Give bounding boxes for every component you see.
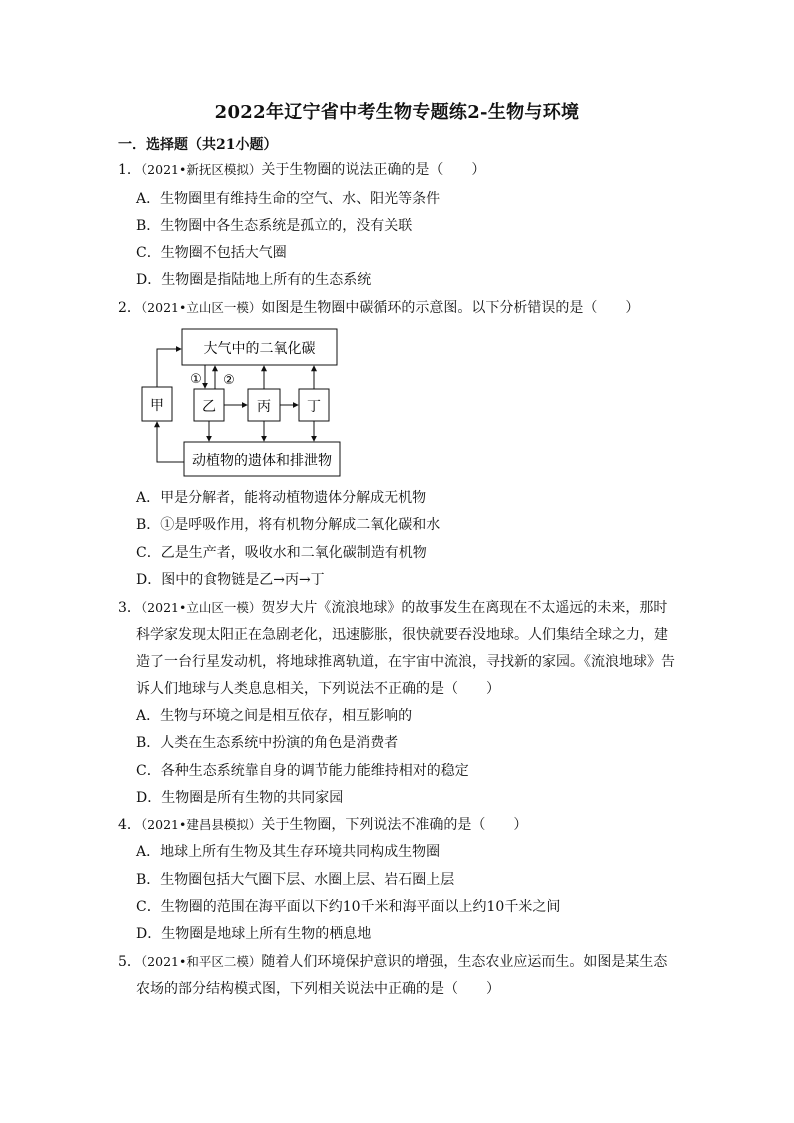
question-source: （2021•和平区二模） (140, 954, 262, 969)
option-b: B．生物圈中各生态系统是孤立的，没有关联 (136, 218, 413, 234)
option-d: D．生物圈是指陆地上所有的生态系统 (136, 272, 372, 288)
option-c: C．生物圈的范围在海平面以下约10千米和海平面以上约10千米之间 (136, 899, 561, 915)
question-1 (118, 160, 485, 180)
question-stem: 关于生物圈，下列说法不准确的是（ ） (261, 817, 528, 833)
question-stem-line: 诉人们地球与人类息息相关，下列说法不正确的是（ ） (136, 681, 500, 697)
option-a: A．生物圈里有维持生命的空气、水、阳光等条件 (136, 191, 441, 207)
question-source: （2021•建昌县模拟） (140, 817, 262, 832)
option-b: B．①是呼吸作用，将有机物分解成二氧化碳和水 (136, 517, 441, 533)
section-heading: 一．选择题（共21小题） (118, 137, 278, 153)
question-stem: 如图是生物圈中碳循环的示意图。以下分析错误的是（ ） (261, 300, 640, 316)
carbon-cycle-diagram (136, 326, 356, 482)
option-a: A．甲是分解者，能将动植物遗体分解成无机物 (136, 490, 427, 506)
option-c: C．生物圈不包括大气圈 (136, 245, 287, 261)
option-d: D．生物圈是所有生物的共同家园 (136, 790, 344, 806)
option-c: C．各种生态系统靠自身的调节能力能维持相对的稳定 (136, 763, 469, 779)
question-source: （2021•立山区一模） (140, 300, 262, 315)
option-a: A．生物与环境之间是相互依存，相互影响的 (136, 708, 413, 724)
question-number: 4． (118, 817, 141, 833)
question-number: 2． (118, 300, 141, 316)
label-2: ② (223, 373, 235, 388)
option-d: D．生物圈是地球上所有生物的栖息地 (136, 926, 372, 942)
option-b: B．生物圈包括大气圈下层、水圈上层、岩石圈上层 (136, 872, 455, 888)
jia-label: 甲 (150, 398, 164, 414)
option-a: A．地球上所有生物及其生存环境共同构成生物圈 (136, 844, 441, 860)
option-c: C．乙是生产者，吸收水和二氧化碳制造有机物 (136, 545, 427, 561)
question-3 (118, 598, 667, 618)
option-d: D．图中的食物链是乙→丙→丁 (136, 572, 325, 588)
question-5 (118, 952, 667, 972)
question-source: （2021•新抚区模拟） (140, 162, 262, 177)
question-stem-line: 科学家发现太阳正在急剧老化，迅速膨胀，很快就要吞没地球。人们集结全球之力，建 (136, 627, 668, 643)
arrow-jia-to-atmosphere (157, 349, 181, 387)
question-stem: 关于生物圈的说法正确的是（ ） (261, 162, 486, 178)
question-source: （2021•立山区一模） (140, 600, 262, 615)
question-number: 1． (118, 162, 141, 178)
ding-label: 丁 (307, 399, 321, 415)
question-stem-line: 造了一台行星发动机，将地球推离轨道，在宇宙中流浪，寻找新的家园。《流浪地球》告 (136, 654, 675, 670)
yi-label: 乙 (202, 399, 216, 415)
bing-label: 丙 (257, 399, 271, 415)
remains-label: 动植物的遗体和排泄物 (192, 453, 332, 469)
question-stem: 贺岁大片《流浪地球》的故事发生在离现在不太遥远的未来，那时 (261, 600, 668, 616)
arrow-remains-to-jia (157, 422, 184, 462)
atmosphere-co2-label: 大气中的二氧化碳 (203, 341, 316, 357)
question-2 (118, 298, 639, 318)
option-b: B．人类在生态系统中扮演的角色是消费者 (136, 735, 399, 751)
question-stem-line: 农场的部分结构模式图，下列相关说法中正确的是（ ） (136, 981, 500, 997)
question-number: 3． (118, 600, 141, 616)
document-title: 2022年辽宁省中考生物专题练2-生物与环境 (214, 102, 580, 123)
question-4 (118, 815, 527, 835)
label-1: ① (190, 372, 202, 387)
question-stem: 随着人们环境保护意识的增强，生态农业应运而生。如图是某生态 (261, 954, 668, 970)
question-number: 5． (118, 954, 141, 970)
